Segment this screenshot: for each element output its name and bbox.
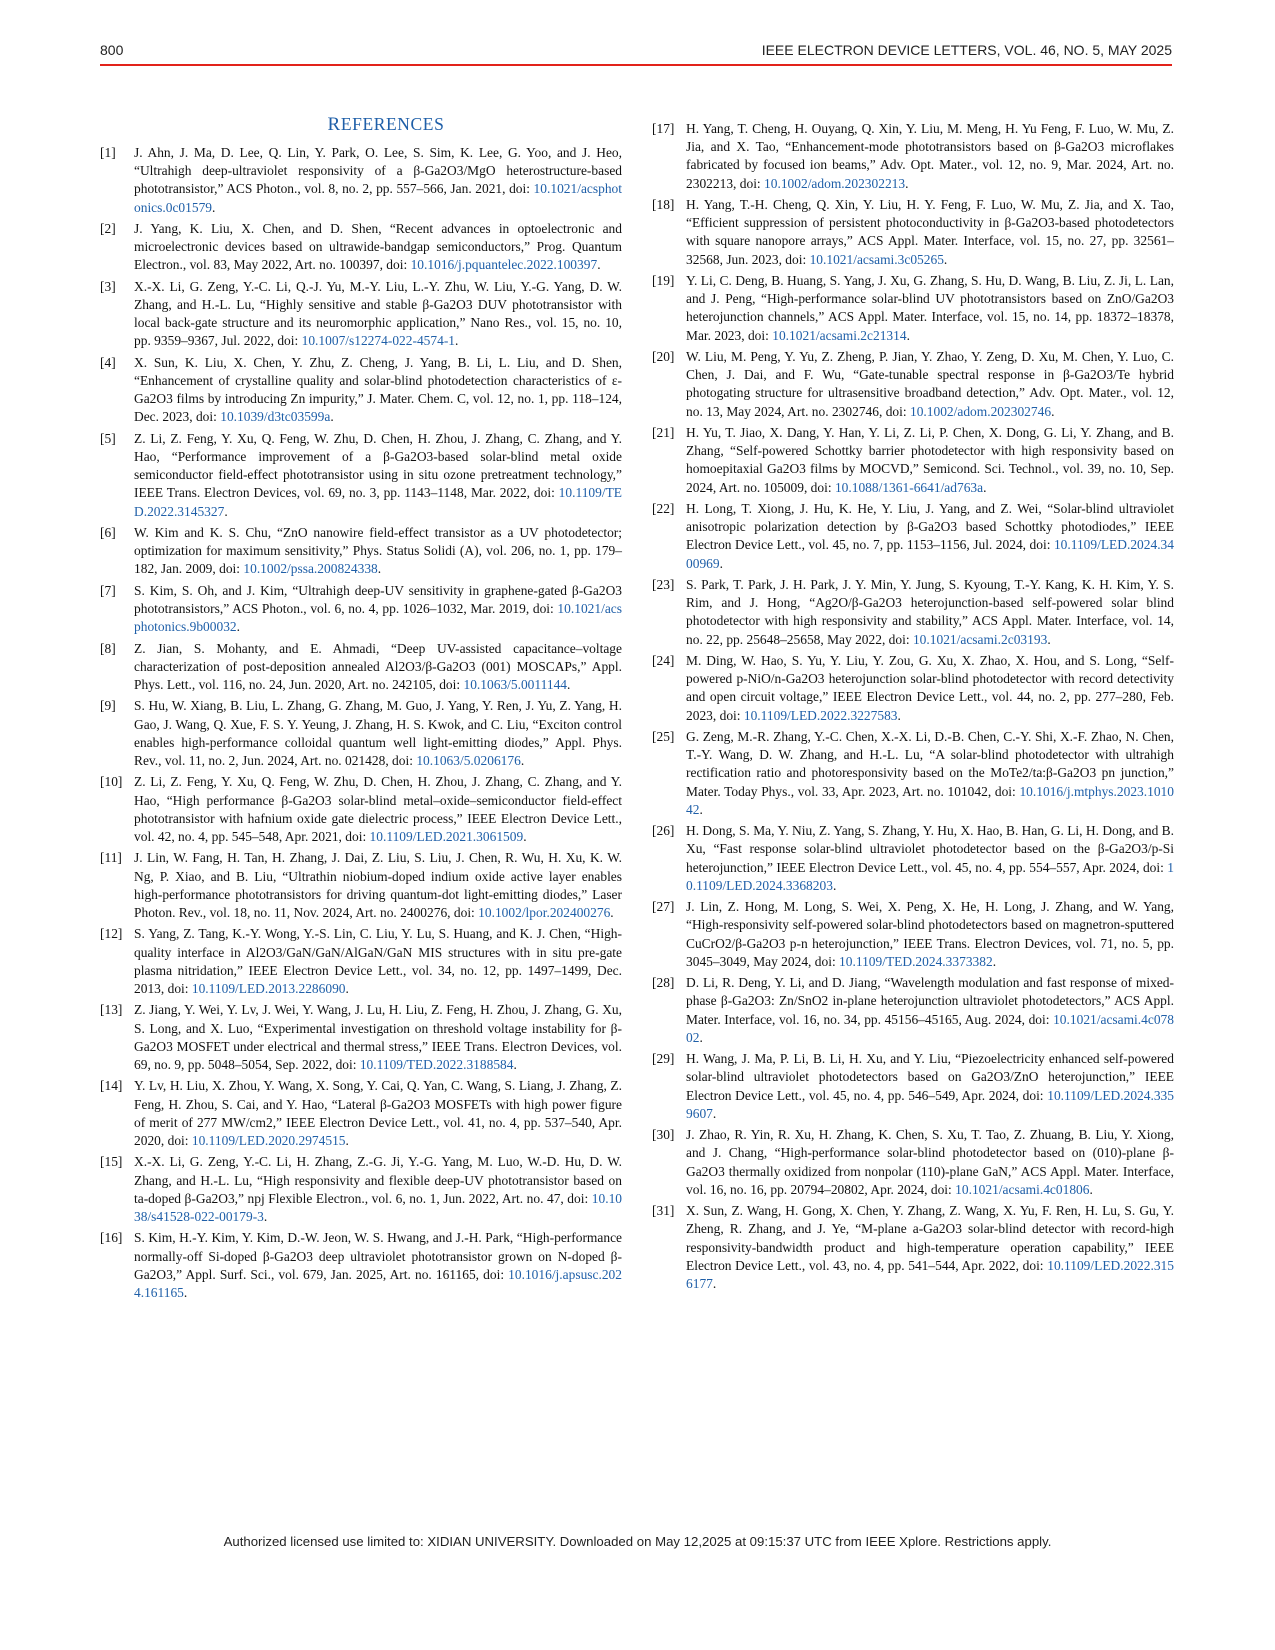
- reference-item: [652, 196, 1174, 269]
- reference-number: [15]: [100, 1154, 123, 1170]
- reference-end-punct: .: [330, 409, 334, 425]
- section-title-references: [150, 114, 622, 136]
- doi-link[interactable]: 10.1109/TED.2022.3145327: [134, 485, 622, 519]
- reference-number: [12]: [100, 926, 123, 942]
- reference-number: [3]: [100, 278, 116, 294]
- reference-end-punct: .: [906, 327, 910, 343]
- reference-text: H. Yang, T.-H. Cheng, Q. Xin, Y. Liu, H. Y. Feng, F. Luo, W. Mu, Z. Jia, and X. Tao, “Efficient suppression of persistent photoconductivity in β-Ga2O3-based photodetectors with square nanopore arrays,” ACS Appl. Mater. Interface, vol. 15, no. 27, pp. 32561–32568, Jun. 2023, doi:: [686, 197, 1174, 267]
- reference-number: [8]: [100, 640, 116, 656]
- reference-number: [21]: [652, 425, 675, 440]
- doi-link[interactable]: 10.1109/LED.2020.2974515: [191, 1133, 346, 1148]
- reference-end-punct: .: [712, 1276, 717, 1292]
- reference-text: S. Kim, H.-Y. Kim, Y. Kim, D.-W. Jeon, W. S. Hwang, and J.-H. Park, “High-performance normally-off Si-doped β-Ga2O3 deep ultraviolet phototransistor grown on N-doped β-Ga2O3,” Appl. Surf. Sci., vol. 679, Jan. 2025, Art. no. 161165, doi:: [134, 1230, 622, 1282]
- reference-end-punct: .: [719, 555, 723, 571]
- reference-text: G. Zeng, M.-R. Zhang, Y.-C. Chen, X.-X. Li, D.-B. Chen, C.-Y. Shi, X.-F. Zhao, N. Chen, T.-Y. Wang, D. W. Zhang, and H.-L. Lu, “A solar-blind photodetector with ultrahigh rectification ratio and photoresponsivity based on the MoTe2/ta:β-Ga2O3 pn junction,” Mater. Today Phys., vol. 33, Apr. 2023, Art. no. 101042, doi:: [686, 729, 1174, 799]
- section-title-rest: EFERENCES: [340, 114, 445, 134]
- reference-end-punct: .: [212, 199, 216, 215]
- reference-text: D. Li, R. Deng, Y. Li, and D. Jiang, “Wavelength modulation and fast response of mixed-phase β-Ga2O3: Zn/SnO2 in-plane heterojunction ultraviolet photodetectors,” ACS Appl. Mater. Interface, vol. 16, no. 34, pp. 45156–45165, Aug. 2024, doi:: [686, 975, 1174, 1027]
- reference-end-punct: .: [699, 801, 703, 817]
- reference-end-punct: .: [1089, 1181, 1093, 1197]
- reference-number: [14]: [100, 1078, 123, 1094]
- license-footer: Authorized licensed use limited to: XIDIAN UNIVERSITY. Downloaded on May 12,2025 at 09:15:37 UTC from IEEE Xplore. Restrictions apply.: [223, 1534, 1052, 1549]
- doi-link[interactable]: 10.1016/j.apsusc.2024.161165: [134, 1266, 622, 1300]
- reference-end-punct: .: [377, 561, 382, 577]
- doi-link[interactable]: 10.1002/adom.202302213: [764, 175, 906, 191]
- reference-number: [31]: [652, 1203, 675, 1219]
- reference-text: S. Hu, W. Xiang, B. Liu, L. Zhang, G. Zhang, M. Guo, J. Yang, Y. Ren, J. Yu, Z. Yang, H. Gao, J. Wang, Q. Xue, F. S. Y. Yeung, J. Zhang, H. S. Kwok, and C. Liu, “Exciton control enables high-performance colloidal quantum well light-emitting diodes,” Appl. Phys. Rev., vol. 11, no. 2, Jun. 2024, Art. no. 021428, doi:: [134, 698, 622, 768]
- reference-number: [11]: [100, 850, 122, 866]
- reference-text: X. Sun, K. Liu, X. Chen, Y. Zhu, Z. Cheng, J. Yang, B. Li, L. Liu, and D. Shen, “Enhancement of crystalline quality and solar-blind photodetection characteristics of ε-Ga2O3 films by introducing Zn impurity,” J. Mater. Chem. C, vol. 12, no. 1, pp. 118–124, Dec. 2023, doi:: [134, 354, 622, 425]
- reference-text: H. Yu, T. Jiao, X. Dang, Y. Han, Y. Li, Z. Li, P. Chen, X. Dong, G. Li, Y. Zhang, and B. Zhang, “Self-powered Schottky barrier photodetector with high responsivity based on homoepitaxial Ga2O3 films by MOCVD,” Semicond. Sci. Technol., vol. 39, no. 10, Sep. 2024, Art. no. 105009, doi:: [686, 425, 1174, 495]
- reference-number: [29]: [652, 1051, 675, 1067]
- doi-link[interactable]: 10.1007/s12274-022-4574-1: [301, 333, 456, 349]
- doi-link[interactable]: 10.1109/TED.2024.3373382: [839, 953, 993, 969]
- doi-link[interactable]: 10.1021/acsami.2c21314: [772, 327, 907, 343]
- doi-link[interactable]: 10.1109/LED.2024.3400969: [686, 537, 1174, 571]
- reference-number: [6]: [100, 525, 116, 540]
- reference-number: [1]: [100, 145, 116, 160]
- reference-number: [9]: [100, 698, 116, 714]
- reference-item: [100, 354, 622, 427]
- left-column: [100, 114, 622, 1305]
- reference-item: [652, 272, 1174, 345]
- reference-text: H. Dong, S. Ma, Y. Niu, Z. Yang, S. Zhang, Y. Hu, X. Hao, B. Han, G. Li, H. Dong, and B. Xu, “Fast response solar-blind ultraviolet photodetector based on the β-Ga2O3/p-Si heterojunction,” IEEE Electron Device Lett., vol. 45, no. 4, pp. 554–557, Apr. 2024, doi:: [686, 823, 1174, 875]
- reference-end-punct: .: [597, 257, 601, 273]
- reference-number: [5]: [100, 430, 116, 446]
- journal-running-title: IEEE ELECTRON DEVICE LETTERS, VOL. 46, NO. 5, MAY 2025: [761, 42, 1172, 58]
- doi-link[interactable]: 10.1109/TED.2022.3188584: [359, 1057, 514, 1072]
- reference-end-punct: .: [236, 619, 241, 635]
- reference-text: Y. Li, C. Deng, B. Huang, S. Yang, J. Xu, G. Zhang, S. Hu, D. Wang, B. Liu, Z. Ji, L. Lan, and J. Peng, “High-performance solar-blind UV phototransistors based on ZnO/Ga2O3 heterojunction channels,” ACS Appl. Mater. Interface, vol. 15, no. 14, pp. 18372–18378, Mar. 2023, doi:: [686, 273, 1174, 343]
- reference-number: [26]: [652, 823, 675, 839]
- reference-end-punct: .: [1051, 403, 1055, 419]
- reference-end-punct: .: [712, 1105, 717, 1121]
- reference-number: [28]: [652, 975, 675, 991]
- reference-text: S. Yang, Z. Tang, K.-Y. Wong, Y.-S. Lin, C. Liu, Y. Lu, S. Huang, and K. J. Chen, “High-quality interface in Al2O3/GaN/GaN/AlGaN/GaN MIS structures with in situ pre-gate plasma nitridation,” IEEE Electron Device Lett., vol. 34, no. 12, pp. 1497–1499, Dec. 2013, doi:: [134, 926, 622, 996]
- doi-link[interactable]: 10.1021/acsami.3c05265: [809, 251, 944, 267]
- doi-link[interactable]: 10.1016/j.pquantelec.2022.100397: [410, 257, 598, 273]
- reference-text: W. Kim and K. S. Chu, “ZnO nanowire field-effect transistor as a UV photodetector; optimization for maximum sensitivity,” Phys. Status Solidi (A), vol. 206, no. 1, pp. 179–182, Jan. 2009, doi:: [134, 525, 622, 577]
- doi-link[interactable]: 10.1109/LED.2022.3227583: [743, 707, 898, 723]
- reference-number: [17]: [652, 121, 675, 136]
- reference-text: H. Long, T. Xiong, J. Hu, K. He, Y. Liu, J. Yang, and Z. Wei, “Solar-blind ultraviolet anisotropic polarization detection by β-Ga2O3 based Schottky photodiodes,” IEEE Electron Device Lett., vol. 45, no. 7, pp. 1153–1156, Jul. 2024, doi:: [686, 501, 1174, 553]
- doi-link[interactable]: 10.1002/lpor.202400276: [478, 905, 611, 920]
- reference-text: J. Lin, W. Fang, H. Tan, H. Zhang, J. Dai, Z. Liu, S. Liu, J. Chen, R. Wu, H. Xu, K. W. Ng, P. Xiao, and B. Liu, “Ultrathin niobium-doped indium oxide active layer enables high-performance phototransistors for driving quantum-dot light-emitting diodes,” Laser Photon. Rev., vol. 18, no. 11, Nov. 2024, Art. no. 2400276, doi:: [134, 850, 622, 920]
- doi-link[interactable]: 10.1063/5.0206176: [416, 753, 521, 768]
- doi-link[interactable]: 10.1109/LED.2022.3156177: [686, 1257, 1174, 1292]
- reference-text: Z. Li, Z. Feng, Y. Xu, Q. Feng, W. Zhu, D. Chen, H. Zhou, J. Zhang, C. Zhang, and Y. Hao, “Performance improvement of a β-Ga2O3-based solar-blind metal oxide semiconductor field-effect phototransistor using in situ ozone pretreatment technology,” IEEE Trans. Electron Devices, vol. 69, no. 3, pp. 1143–1148, Mar. 2022, doi:: [134, 430, 622, 501]
- reference-text: J. Zhao, R. Yin, R. Xu, H. Zhang, K. Chen, S. Xu, T. Tao, Z. Zhuang, B. Liu, Y. Xiong, and J. Chang, “High-performance solar-blind photodetector based on (010)-plane β-Ga2O3 thermally oxidized from nonpolar (110)-plane GaN,” ACS Appl. Mater. Interface, vol. 16, no. 16, pp. 20794–20802, Apr. 2024, doi:: [686, 1127, 1174, 1197]
- doi-link[interactable]: 10.1021/acsami.4c01806: [955, 1181, 1090, 1197]
- reference-item: [652, 576, 1174, 649]
- doi-link[interactable]: 10.1021/acsphotonics.9b00032: [134, 601, 622, 635]
- reference-number: [18]: [652, 197, 675, 212]
- header-rule: [100, 64, 1172, 66]
- reference-end-punct: .: [183, 1285, 188, 1300]
- doi-link[interactable]: 10.1021/acsphotonics.0c01579: [134, 181, 622, 215]
- reference-end-punct: .: [905, 175, 909, 191]
- reference-text: X. Sun, Z. Wang, H. Gong, X. Chen, Y. Zhang, Z. Wang, X. Yu, F. Ren, H. Lu, S. Gu, Y. Zheng, R. Zhang, and J. Ye, “M-plane a-Ga2O3 solar-blind detector with record-high responsivity-bandwidth product and high-temperature operation capability,” IEEE Electron Device Lett., vol. 43, no. 4, pp. 541–544, Apr. 2022, doi:: [686, 1203, 1174, 1273]
- reference-item: [100, 697, 622, 770]
- reference-text: W. Liu, M. Peng, Y. Yu, Z. Zheng, P. Jian, Y. Zhao, Y. Zeng, D. Xu, M. Chen, Y. Luo, C. Chen, J. Dai, and F. Wu, “Gate-tunable spectral response in β-Ga2O3/Te hybrid photogating structure for ultrasensitive broadband detection,” Adv. Opt. Mater., vol. 12, no. 13, May 2024, Art. no. 2302746, doi:: [686, 349, 1174, 419]
- doi-link[interactable]: 10.1063/5.0011144: [463, 677, 568, 692]
- reference-end-punct: .: [224, 503, 228, 519]
- reference-end-punct: .: [513, 1057, 517, 1072]
- section-title-initial: R: [327, 114, 341, 135]
- doi-link[interactable]: 10.1109/LED.2024.3359607: [686, 1087, 1174, 1121]
- reference-end-punct: .: [455, 333, 459, 349]
- reference-end-punct: .: [610, 905, 614, 920]
- reference-end-punct: .: [699, 1029, 703, 1045]
- reference-end-punct: .: [983, 479, 987, 495]
- reference-item: [100, 925, 622, 998]
- reference-text: X.-X. Li, G. Zeng, Y.-C. Li, H. Zhang, Z.-G. Ji, Y.-G. Yang, M. Luo, W.-D. Hu, D. W. Zhang, and H.-L. Lu, “High responsivity and flexible deep-UV phototransistor based on ta-doped β-Ga2O3,” npj Flexible Electron., vol. 6, no. 1, Jun. 2022, Art. no. 47, doi:: [134, 1154, 622, 1206]
- reference-item: [652, 424, 1174, 497]
- reference-text: Y. Lv, H. Liu, X. Zhou, Y. Wang, X. Song, Y. Cai, Q. Yan, C. Wang, S. Liang, J. Zhang, Z. Feng, H. Zhou, S. Cai, and Y. Hao, “Lateral β-Ga2O3 MOSFETs with high power figure of merit of 277 MW/cm2,” IEEE Electron Device Lett., vol. 41, no. 4, pp. 537–540, Apr. 2020, doi:: [134, 1078, 622, 1148]
- reference-item: [652, 120, 1174, 193]
- reference-text: S. Park, T. Park, J. H. Park, J. Y. Min, Y. Jung, S. Kyoung, T.-Y. Kang, K. H. Kim, Y. S. Rim, and J. Hong, “Ag2O/β-Ga2O3 heterojunction-based self-powered solar blind photodetector with high responsivity and stability,” ACS Appl. Mater. Interface, vol. 14, no. 22, pp. 25648–25658, May 2022, doi:: [686, 577, 1174, 647]
- reference-item: [652, 822, 1174, 895]
- right-column: [652, 120, 1174, 1296]
- reference-end-punct: .: [567, 677, 571, 692]
- doi-link[interactable]: 10.1088/1361-6641/ad763a: [834, 479, 984, 495]
- reference-item: [100, 144, 622, 217]
- reference-text: Z. Li, Z. Feng, Y. Xu, Q. Feng, W. Zhu, D. Chen, H. Zhou, J. Zhang, C. Zhang, and Y. Hao, “High performance β-Ga2O3 solar-blind metal–oxide–semiconductor field-effect phototransistor with hafnium oxide gate dielectric process,” IEEE Electron Device Lett., vol. 42, no. 4, pp. 545–548, Apr. 2021, doi:: [134, 774, 622, 844]
- reference-item: [100, 1229, 622, 1302]
- reference-text: J. Lin, Z. Hong, M. Long, S. Wei, X. Peng, X. He, H. Long, J. Zhang, and W. Yang, “High-responsivity self-powered solar-blind photodetectors based on magnetron-sputtered CuCrO2/β-Ga2O3 p-n heterojunction,” IEEE Trans. Electron Devices, vol. 71, no. 5, pp. 3045–3049, May 2024, doi:: [686, 899, 1174, 969]
- reference-item: [652, 348, 1174, 421]
- doi-link[interactable]: 10.1016/j.mtphys.2023.101042: [686, 783, 1174, 817]
- doi-link[interactable]: 10.1109/LED.2021.3061509: [369, 829, 524, 844]
- reference-item: [652, 728, 1174, 819]
- page-header: [100, 38, 1172, 64]
- reference-item: [100, 640, 622, 695]
- reference-number: [27]: [652, 899, 675, 915]
- reference-item: [652, 898, 1174, 971]
- reference-number: [23]: [652, 577, 675, 592]
- reference-number: [19]: [652, 273, 675, 288]
- reference-end-punct: .: [1047, 631, 1051, 647]
- reference-number: [16]: [100, 1230, 123, 1246]
- doi-link[interactable]: 10.1002/adom.202302746: [909, 403, 1052, 419]
- reference-end-punct: .: [523, 829, 527, 844]
- reference-text: J. Ahn, J. Ma, D. Lee, Q. Lin, Y. Park, O. Lee, S. Sim, K. Lee, G. Yoo, and J. Heo, “Ultrahigh deep-ultraviolet responsivity of a β-Ga2O3/MgO heterostructure-based phototransistor,” ACS Photon., vol. 8, no. 2, pp. 557–566, Jan. 2021, doi:: [134, 145, 622, 197]
- reference-number: [25]: [652, 729, 675, 744]
- reference-text: J. Yang, K. Liu, X. Chen, and D. Shen, “Recent advances in optoelectronic and microelectronic devices based on ultrawide-bandgap semiconductors,” Prog. Quantum Electron., vol. 83, May 2022, Art. no. 100397, doi:: [134, 221, 622, 273]
- reference-item: [100, 524, 622, 579]
- reference-item: [100, 220, 622, 275]
- reference-number: [4]: [100, 354, 116, 370]
- reference-number: [10]: [100, 774, 123, 790]
- reference-number: [20]: [652, 349, 675, 364]
- reference-item: [652, 1202, 1174, 1293]
- reference-item: [100, 1001, 622, 1074]
- reference-number: [2]: [100, 221, 116, 236]
- reference-end-punct: .: [832, 877, 837, 893]
- reference-number: [13]: [100, 1002, 123, 1018]
- reference-text: S. Kim, S. Oh, and J. Kim, “Ultrahigh deep-UV sensitivity in graphene-gated β-Ga2O3 phototransistors,” ACS Photon., vol. 6, no. 4, pp. 1026–1032, Mar. 2019, doi:: [134, 582, 622, 616]
- reference-item: [100, 773, 622, 846]
- page-number: 800: [100, 42, 124, 58]
- doi-link[interactable]: 10.1021/acsami.4c07802: [686, 1011, 1174, 1045]
- reference-number: [7]: [100, 582, 116, 598]
- doi-link[interactable]: 10.1109/LED.2013.2286090: [191, 981, 346, 996]
- doi-link[interactable]: 10.1002/pssa.200824338: [243, 561, 378, 577]
- doi-link[interactable]: 10.1021/acsami.2c03193: [912, 631, 1048, 647]
- reference-item: [652, 1050, 1174, 1123]
- reference-end-punct: .: [897, 707, 901, 723]
- reference-text: H. Wang, J. Ma, P. Li, B. Li, H. Xu, and Y. Liu, “Piezoelectricity enhanced self-powered solar-blind ultraviolet photodetectors based on Ga2O3/ZnO heterojunction,” IEEE Electron Device Lett., vol. 45, no. 4, pp. 546–549, Apr. 2024, doi:: [686, 1051, 1174, 1103]
- reference-item: [100, 278, 622, 351]
- reference-item: [100, 430, 622, 521]
- reference-end-punct: .: [992, 953, 997, 969]
- reference-end-punct: .: [263, 1209, 268, 1224]
- reference-number: [24]: [652, 653, 675, 668]
- reference-text: H. Yang, T. Cheng, H. Ouyang, Q. Xin, Y. Liu, M. Meng, H. Yu Feng, F. Luo, W. Mu, Z. Jia, and X. Tao, “Enhancement-mode phototransistors based on β-Ga2O3 microflakes fabricated by focused ion beams,” Adv. Opt. Mater., vol. 12, no. 9, Mar. 2024, Art. no. 2302213, doi:: [686, 121, 1174, 191]
- reference-text: Z. Jian, S. Mohanty, and E. Ahmadi, “Deep UV-assisted capacitance–voltage characterization of post-deposition annealed Al2O3/β-Ga2O3 (001) MOSCAPs,” Appl. Phys. Lett., vol. 116, no. 24, Jun. 2020, Art. no. 242105, doi:: [134, 640, 622, 692]
- reference-item: [100, 582, 622, 637]
- reference-item: [652, 652, 1174, 725]
- reference-item: [100, 1153, 622, 1226]
- reference-item: [652, 974, 1174, 1047]
- doi-link[interactable]: 10.1109/LED.2024.3368203: [686, 859, 1174, 893]
- reference-item: [100, 1077, 622, 1150]
- reference-item: [652, 500, 1174, 573]
- reference-end-punct: .: [943, 251, 948, 267]
- reference-text: Z. Jiang, Y. Wei, Y. Lv, J. Wei, Y. Wang, J. Lu, H. Liu, Z. Feng, H. Zhou, J. Zhang, G. Xu, S. Long, and X. Luo, “Experimental investigation on threshold voltage instability for β-Ga2O3 MOSFET under electrical and thermal stress,” IEEE Trans. Electron Devices, vol. 69, no. 9, pp. 5048–5054, Sep. 2022, doi:: [134, 1002, 622, 1072]
- reference-text: M. Ding, W. Hao, S. Yu, Y. Liu, Y. Zou, G. Xu, X. Zhao, X. Hou, and S. Long, “Self-powered p-NiO/n-Ga2O3 heterojunction solar-blind photodetector with record detectivity and open circuit voltage,” IEEE Electron Device Lett., vol. 44, no. 2, pp. 277–280, Feb. 2023, doi:: [686, 653, 1174, 723]
- reference-number: [22]: [652, 501, 675, 516]
- reference-number: [30]: [652, 1127, 675, 1143]
- reference-end-punct: .: [345, 1133, 349, 1148]
- reference-item: [100, 849, 622, 922]
- doi-link[interactable]: 10.1038/s41528-022-00179-3: [134, 1190, 622, 1224]
- doi-link[interactable]: 10.1039/d3tc03599a: [220, 409, 331, 425]
- reference-end-punct: .: [345, 981, 349, 996]
- reference-text: X.-X. Li, G. Zeng, Y.-C. Li, Q.-J. Yu, M.-Y. Liu, L.-Y. Zhu, W. Liu, Y.-G. Yang, D. W. Zhang, and H.-L. Lu, “Highly sensitive and stable β-Ga2O3 DUV phototransistor with local back-gate structure and its neuromorphic application,” Nano Res., vol. 15, no. 10, pp. 9359–9367, Jul. 2022, doi:: [134, 278, 622, 349]
- reference-item: [652, 1126, 1174, 1199]
- reference-end-punct: .: [520, 753, 525, 768]
